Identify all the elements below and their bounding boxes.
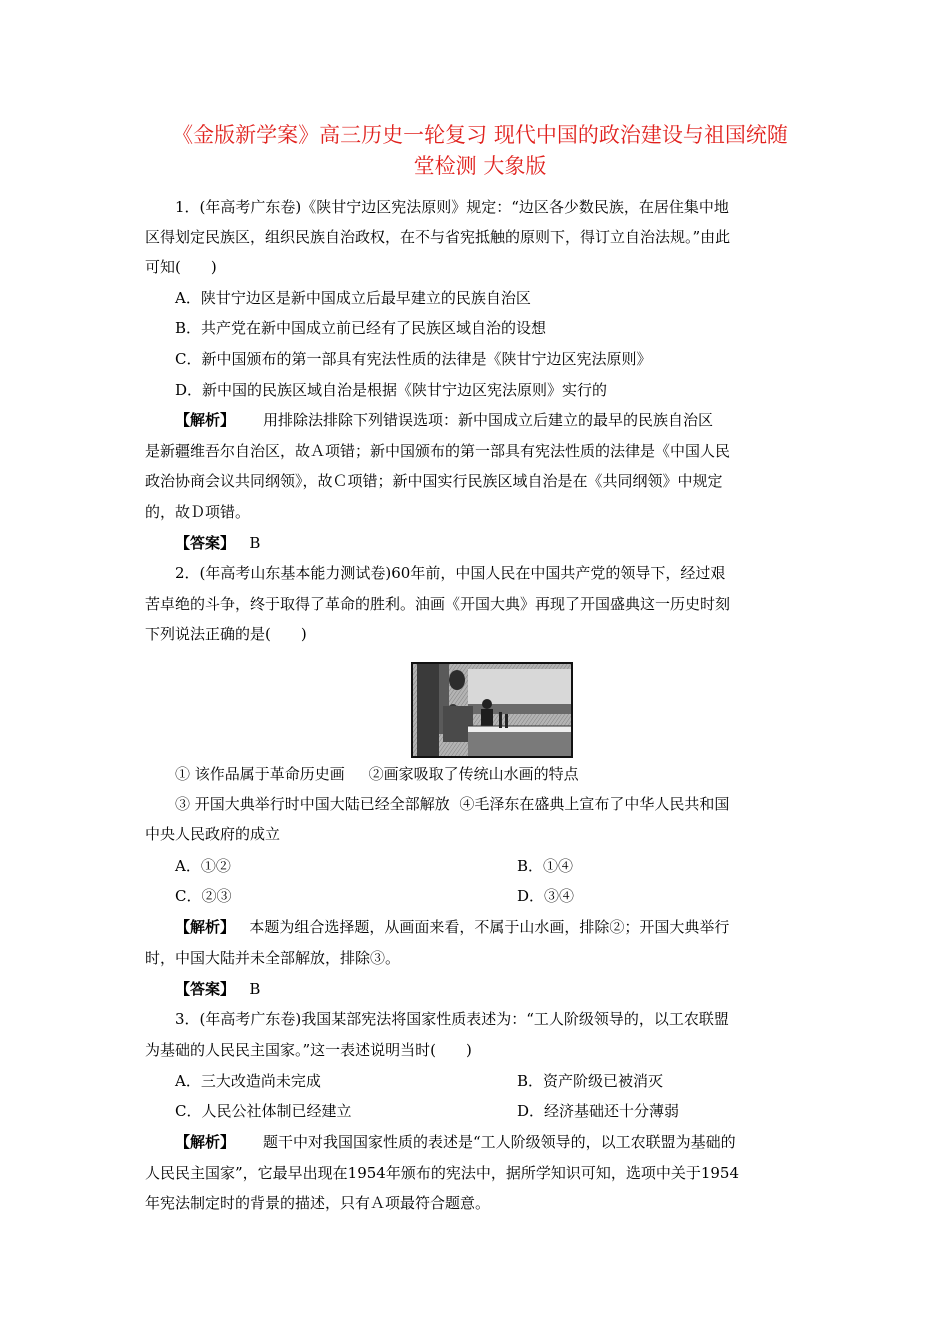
q3-analysis-line-1: [175, 1132, 810, 1152]
q1-analysis-line-3: 政治协商会议共同纲领》，故Ｃ项错；新中国实行民族区域自治是在《共同纲领》中规定: [145, 472, 723, 490]
q1-stem-line-1: 1．(年高考广东卷)《陕甘宁边区宪法原则》规定：“边区各少数民族，在居住集中地: [175, 198, 729, 216]
q3-option-a: A．三大改造尚未完成: [175, 1072, 321, 1090]
title-line-2: 堂检测 大象版: [413, 154, 547, 178]
q1-option-c: C．新中国颁布的第一部具有宪法性质的法律是《陕甘宁边区宪法原则》: [175, 350, 652, 368]
painting-illustration: [413, 664, 571, 756]
q3-analysis-line-2: 人民民主国家”，它最早出现在1954年颁布的宪法中，据所学知识可知，选项中关于1954: [145, 1164, 740, 1182]
q2-stem-line-3: 下列说法正确的是( ): [145, 625, 307, 643]
q3-analysis-label: 【解析】: [175, 1133, 236, 1151]
q3-analysis-line-3: 年宪法制定时的背景的描述，只有Ａ项最符合题意。: [145, 1194, 491, 1212]
q3-option-b: B．资产阶级已被消灭: [517, 1072, 664, 1090]
founding-ceremony-painting: [411, 662, 573, 758]
q1-analysis-text-1: 用排除法排除下列错误选项：新中国成立后建立的最早的民族自治区: [263, 411, 714, 429]
q3-option-d: D．经济基础还十分薄弱: [517, 1102, 680, 1120]
q2-statement-4: ④毛泽东在盛典上宣布了中华人民共和国: [459, 795, 730, 813]
q3-analysis-text-1: 题干中对我国国家性质的表述是“工人阶级领导的，以工农联盟为基础的: [263, 1133, 736, 1151]
title-line-1: 《金版新学案》高三历史一轮复习 现代中国的政治建设与祖国统随: [172, 123, 788, 147]
q2-statement-4-continued: 中央人民政府的成立: [145, 825, 281, 843]
q1-option-d: D．新中国的民族区域自治是根据《陕甘宁边区宪法原则》实行的: [175, 381, 608, 399]
q1-analysis-label: 【解析】: [175, 411, 236, 429]
q1-answer: [175, 533, 810, 553]
q1-option-a: A．陕甘宁边区是新中国成立后最早建立的民族自治区: [175, 289, 531, 307]
q1-analysis-line-4: 的，故Ｄ项错。: [145, 503, 251, 521]
q1-stem-line-2: 区得划定民族区，组织民族自治政权，在不与省宪抵触的原则下，得订立自治法规。”由此: [145, 228, 731, 246]
q2-statements-line-1: [175, 764, 810, 784]
q2-option-d: D．③④: [517, 887, 575, 905]
q2-statements-line-2: [175, 794, 810, 814]
q2-stem-line-2: 苦卓绝的斗争，终于取得了革命的胜利。油画《开国大典》再现了开国盛典这一历史时刻: [145, 595, 731, 613]
q2-analysis-line-2: 时，中国大陆并未全部解放，排除③。: [145, 949, 401, 967]
q3-stem-line-1: 3．(年高考广东卷)我国某部宪法将国家性质表述为：“工人阶级领导的，以工农联盟: [175, 1010, 729, 1028]
q1-option-b: B．共产党在新中国成立前已经有了民族区域自治的设想: [175, 319, 547, 337]
document-title: [140, 120, 820, 182]
q2-answer-value: B: [249, 980, 261, 998]
q1-analysis-line-2: 是新疆维吾尔自治区，故Ａ项错；新中国颁布的第一部具有宪法性质的法律是《中国人民: [145, 442, 731, 460]
q3-stem-line-2: 为基础的人民民主国家。”这一表述说明当时( ): [145, 1041, 472, 1059]
q2-statement-3: ③ 开国大典举行时中国大陆已经全部解放: [175, 795, 450, 813]
q2-answer: [175, 979, 810, 999]
q2-statement-2: ②画家吸取了传统山水画的特点: [368, 765, 579, 783]
q2-option-a: A．①②: [175, 857, 231, 875]
q1-answer-value: B: [249, 534, 261, 552]
q2-analysis-line-1: [175, 917, 810, 937]
q1-answer-label: 【答案】: [175, 534, 236, 552]
q1-stem-line-3: 可知( ): [145, 258, 217, 276]
q2-analysis-label: 【解析】: [175, 918, 236, 936]
q2-stem-line-1: 2．(年高考山东基本能力测试卷)60年前，中国人民在中国共产党的领导下，经过艰: [175, 564, 726, 582]
q1-analysis-line-1: [175, 410, 810, 430]
q2-option-c: C．②③: [175, 887, 232, 905]
q2-analysis-text-1: 本题为组合选择题，从画面来看，不属于山水画，排除②；开国大典举行: [249, 918, 730, 936]
q2-statement-1: ① 该作品属于革命历史画: [175, 765, 345, 783]
q2-answer-label: 【答案】: [175, 980, 236, 998]
q3-option-c: C．人民公社体制已经建立: [175, 1102, 352, 1120]
q2-option-b: B．①④: [517, 857, 574, 875]
